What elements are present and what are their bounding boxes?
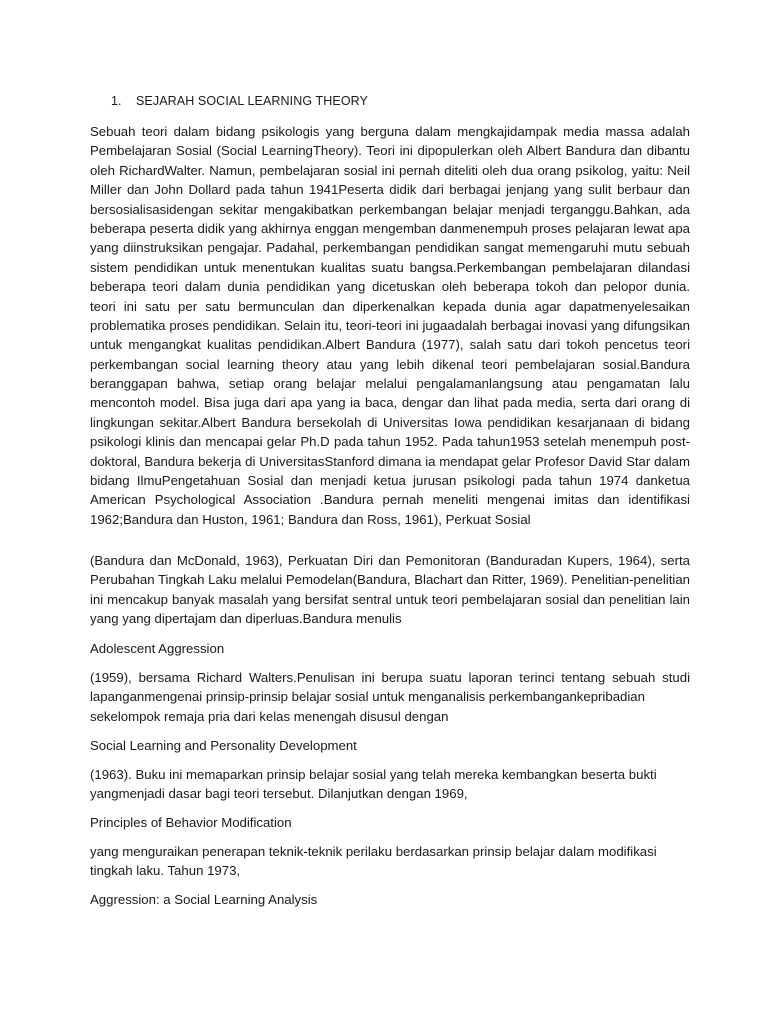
paragraph-line: bidang IlmuPengetahuan Sosial dan menjadi ketua jurusan psikologi pada tahun 1974 danketua (90, 473, 690, 489)
paragraph-line: Miller dan John Dollard pada tahun 1941Peserta didik dari berbagai jenjang yang sulit berbaur dan (90, 182, 690, 198)
paragraph-line: yang menguraikan penerapan teknik-teknik perilaku berdasarkan prinsip belajar dalam modifikasi (90, 844, 657, 859)
paragraph-line: untuk mengangkat kualitas pendidikan.Albert Bandura (1977), salah satu dari tokoh pencetus teori (90, 337, 690, 353)
paragraph-line: ini mencakup banyak masalah yang bersifat sentral untuk teori pembelajaran sosial dan penelitian lain (90, 591, 690, 607)
paragraph-line: mencontoh model. Bisa juga dari apa yang ia baca, dengar dan lihat pada media, serta dari orang di (90, 395, 690, 411)
paragraph-line: sistem pendidikan untuk menentukan kualitas suatu bangsa.Perkembangan pembelajaran dilandasi (90, 259, 690, 275)
paragraph-line: tingkah laku. Tahun 1973, (90, 863, 241, 879)
paragraph-adolescent (90, 668, 690, 726)
paragraph-line: lapanganmengenai prinsip-prinsip belajar sosial untuk menganalisis perkembangankepribadian (90, 689, 645, 705)
book-title-adolescent-aggression: Adolescent Aggression (90, 641, 225, 656)
paragraph-line: problematika proses pendidikan. Selain itu, teori-teori ini jugaadalah berbagai inovasi yang difungsikan (90, 317, 690, 333)
paragraph-social-learning (90, 765, 690, 804)
section-title: SEJARAH SOCIAL LEARNING THEORY (136, 94, 368, 108)
paragraph-line: sekelompok remaja pria dari kelas menengah disusul dengan (90, 708, 449, 724)
paragraph-continuation (90, 551, 690, 629)
paragraph-line: (Bandura dan McDonald, 1963), Perkuatan Diri dan Pemonitoran (Banduradan Kupers, 1964), serta (90, 553, 690, 568)
paragraph-line: (1959), bersama Richard Walters.Penulisan ini berupa suatu laporan terinci tentang sebuah studi (90, 670, 690, 685)
paragraph-line: lingkungan sekitar.Albert Bandura bersekolah di Universitas Iowa pendidikan kesarjanaan di bidang (90, 414, 690, 430)
paragraph-line: beberapa teori dalam dunia pendidikan yang dicetuskan oleh beberapa tokoh dan pelopor dunia. (90, 279, 690, 295)
paragraph-history (90, 122, 690, 529)
paragraph-line: (1963). Buku ini memaparkan prinsip belajar sosial yang telah mereka kembangkan beserta bukti (90, 767, 657, 782)
paragraph-line: Sebuah teori dalam bidang psikologis yang berguna dalam mengkajidampak media massa adalah (90, 124, 690, 139)
section-number: 1. (111, 94, 122, 108)
book-title-principles: Principles of Behavior Modification (90, 815, 292, 830)
section-heading (111, 94, 368, 108)
paragraph-line: American Psychological Association .Bandura pernah meneliti mengenai imitas dan identifikasi (90, 492, 690, 508)
paragraph-line: beranggapan bahwa, setiap orang belajar melalui pengalamanlangsung atau pengamatan lalu (90, 376, 690, 392)
paragraph-line: oleh RichardWalter. Namun, pembelajaran sosial ini pernah diteliti oleh dua orang psikolog, yaitu: Neil (90, 162, 690, 178)
paragraph-line: yang yang dipertajam dan diperluas.Bandura menulis (90, 611, 402, 627)
paragraph-line: teori ini satu per satu bermunculan dan diperkenalkan kepada dunia agar dapatmenyelesaikan (90, 298, 690, 314)
book-title-aggression: Aggression: a Social Learning Analysis (90, 892, 318, 907)
paragraph-line: beberapa peserta didik yang akhirnya enggan mengemban danmenempuh proses pelajaran lewat apa (90, 220, 690, 236)
paragraph-principles (90, 842, 690, 881)
paragraph-line: 1962;Bandura dan Huston, 1961; Bandura dan Ross, 1961), Perkuat Sosial (90, 511, 531, 527)
paragraph-line: perkembangan social learning theory atau yang lebih dikenal teori pembelajaran sosial.Bandura (90, 356, 690, 372)
paragraph-line: psikologi klinis dan mencapai gelar Ph.D pada tahun 1952. Pada tahun1953 setelah menempuh post- (90, 434, 690, 450)
paragraph-line: bersosialisasidengan sekitar mengakibatkan perkembangan belajar menjadi terganggu.Bahkan, ada (90, 201, 690, 217)
paragraph-line: yangmenjadi dasar bagi teori tersebut. Dilanjutkan dengan 1969, (90, 786, 468, 802)
book-title-social-learning: Social Learning and Personality Development (90, 738, 357, 753)
paragraph-line: doktoral, Bandura bekerja di UniversitasStanford dimana ia mendapat gelar Profesor David Star dalam (90, 453, 690, 469)
paragraph-line: Perubahan Tingkah Laku melalui Pemodelan(Bandura, Blachart dan Ritter, 1969). Penelitian-penelitian (90, 572, 690, 588)
paragraph-line: Pembelajaran Sosial (Social LearningTheory). Teori ini dipopulerkan oleh Albert Bandura dan dibantu (90, 143, 690, 159)
paragraph-line: yang diinstruksikan pengajar. Padahal, perkembangan pendidikan sangat memengaruhi mutu sebuah (90, 240, 690, 256)
